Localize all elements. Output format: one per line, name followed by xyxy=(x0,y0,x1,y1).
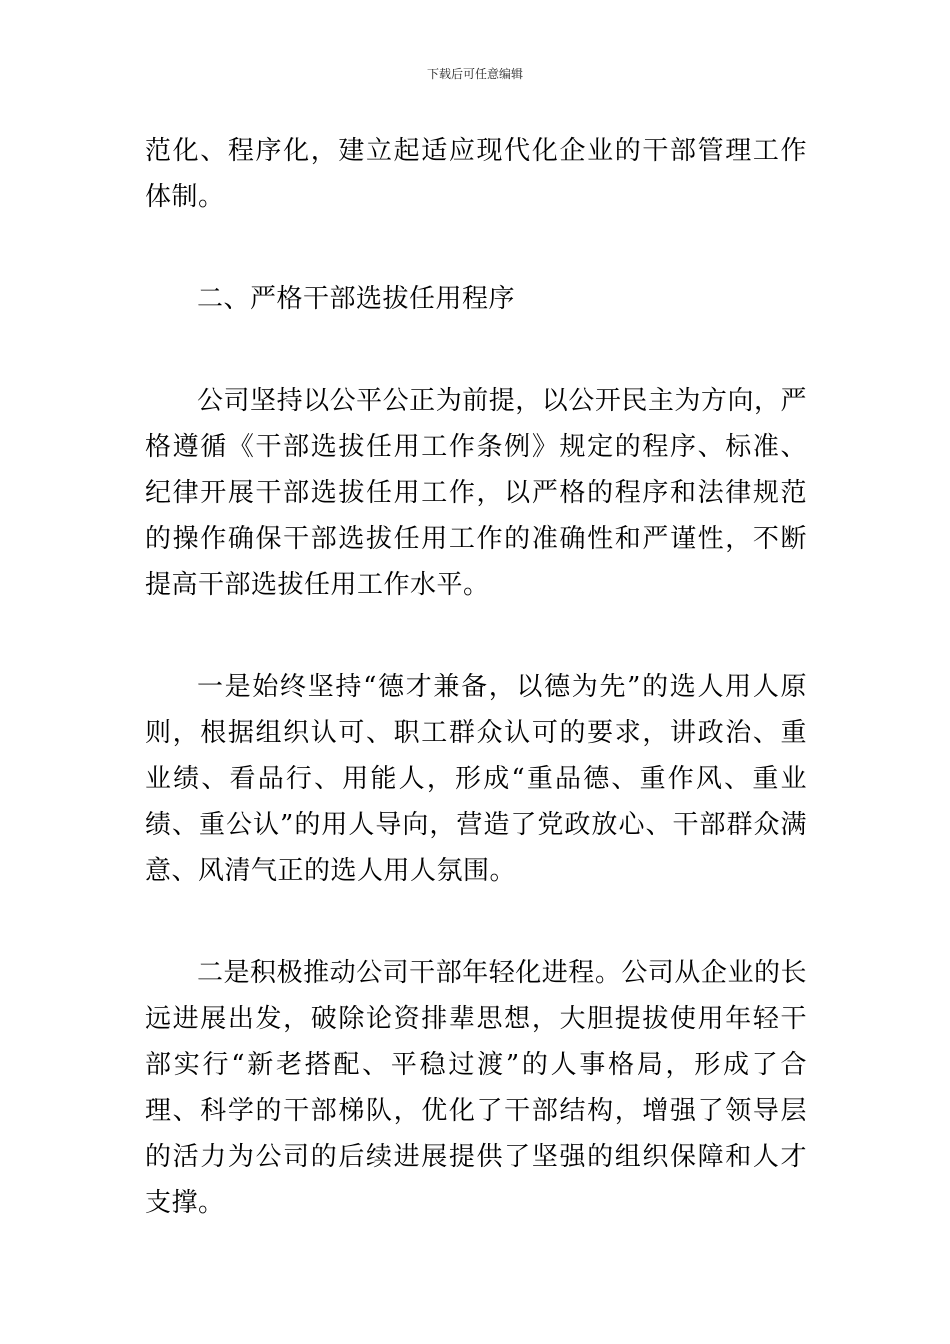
paragraph-continuation: 范化、程序化，建立起适应现代化企业的干部管理工作体制。 xyxy=(145,136,807,212)
paragraph-gap xyxy=(145,322,807,378)
page-header-note: 下载后可任意编辑 xyxy=(426,67,523,81)
document-body xyxy=(145,128,807,1226)
paragraph-gap xyxy=(145,894,807,950)
paragraph-intro: 公司坚持以公平公正为前提，以公开民主为方向，严格遵循《干部选拔任用工作条例》规定的程序、标准、纪律开展干部选拔任用工作，以严格的程序和法律规范的操作确保干部选拔任用工作的准确性和严谨性，不断提高干部选拔任用工作水平。 xyxy=(145,386,807,600)
paragraph-point-two: 二是积极推动公司干部年轻化进程。公司从企业的长远进展出发，破除论资排辈思想，大胆提拔使用年轻干部实行“新老搭配、平稳过渡”的人事格局，形成了合理、科学的干部梯队，优化了干部结构，增强了领导层的活力为公司的后续进展提供了坚强的组织保障和人才支撑。 xyxy=(145,958,807,1218)
paragraph-gap xyxy=(145,220,807,276)
paragraph-point-one: 一是始终坚持“德才兼备，以德为先”的选人用人原则，根据组织认可、职工群众认可的要求，讲政治、重业绩、看品行、用能人，形成“重品德、重作风、重业绩、重公认”的用人导向，营造了党政放心、干部群众满意、风清气正的选人用人氛围。 xyxy=(145,672,807,886)
paragraph-gap xyxy=(145,608,807,664)
section-heading: 二、严格干部选拔任用程序 xyxy=(197,284,516,314)
